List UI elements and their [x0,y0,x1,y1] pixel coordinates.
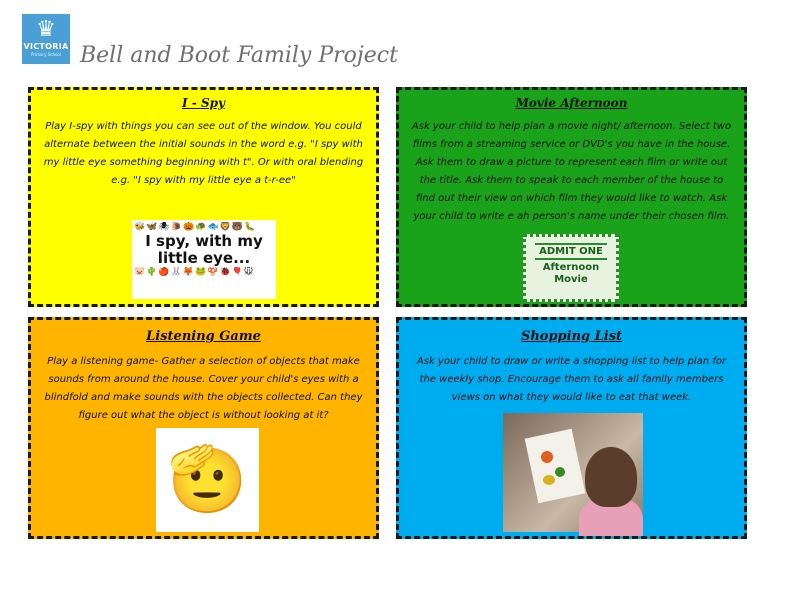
child-drawing-photo [503,413,643,532]
listening-heading: Listening Game [146,329,261,344]
logo-subtext: Primary School [30,52,61,57]
shopping-card [396,317,747,539]
ticket-line1: Afternoon [542,262,600,273]
ticket-admit: ADMIT ONE [535,243,607,260]
ispy-text: Play I-spy with things you can see out of the window. You could alternate between the initial sounds in the word e.g. "I spy with my little eye something beginning with t". Or with oral blending e.g. "I spy with my little eye a t-r-ee" [43,121,364,186]
page-title: Bell and Boot Family Project [80,43,398,68]
school-logo [22,14,70,64]
ispy-card [28,87,379,307]
ispy-icons-top: 🐝🦋🕷🐌🎃🐢🐟🦁🐻🐛 [134,222,257,232]
ispy-heading: I - Spy [182,96,225,110]
ispy-image [132,220,276,299]
listening-text: Play a listening game- Gather a selection of objects that make sounds from around the house. Cover your child's eyes with a blindfold and make sounds with the objects collected. Can they figure out what the object is without looking at it? [44,356,363,421]
ispy-caption-line1: I spy, with my [145,232,263,250]
shopping-heading: Shopping List [520,329,623,344]
movie-text: Ask your child to help plan a movie night/ afternoon. Select two films from a streaming service or DVD's you have in the house. Ask them to draw a picture to represent each film or write out the title. Ask them to speak to each member of the house to find out their view on which film they would like to watch. Ask your child to write e ah person's name under their chosen film. [411,121,732,222]
ticket-line2: Movie [554,274,588,285]
ispy-icons-bottom: 🐷🌵🍎🐰🦊🐸🍄🐞🎈🐭 [134,267,255,277]
listening-card [28,317,379,539]
saluting-face-icon: 🫡 [156,428,259,532]
movie-card [396,87,747,307]
movie-heading: Movie Afternoon [515,96,628,110]
logo-text: VICTORIA [23,42,69,51]
crown-icon: ♛ [36,17,56,42]
shopping-text: Ask your child to draw or write a shopping list to help plan for the weekly shop. Encourage them to ask all family members views on what they would like to eat that week. [416,356,727,403]
ispy-caption-line2: little eye... [157,249,251,267]
ticket-image [523,234,619,302]
